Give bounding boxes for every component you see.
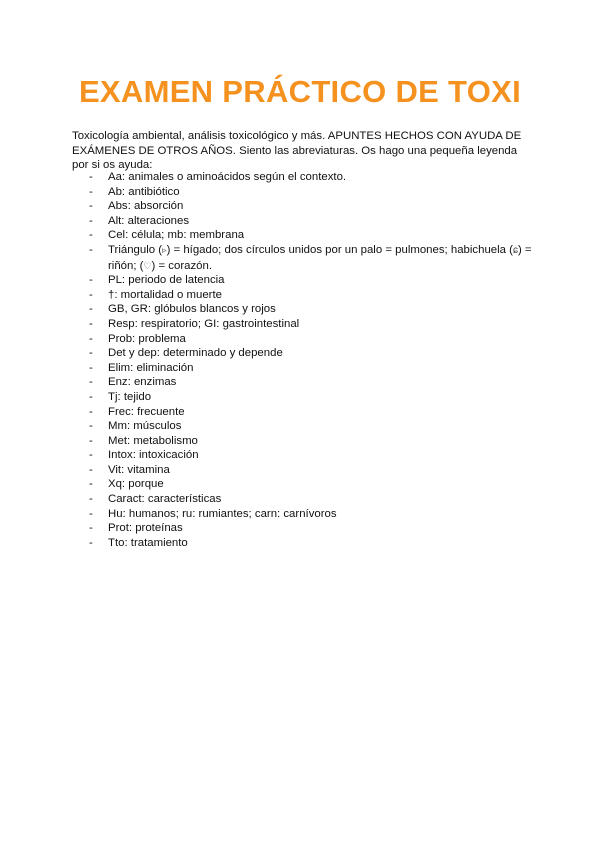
list-item-text: PL: periodo de latencia [108, 274, 225, 287]
list-item-text: Met: metabolismo [108, 434, 198, 447]
list-bullet: - [89, 376, 93, 389]
list-item-text: Resp: respiratorio; GI: gastrointestinal [108, 317, 300, 330]
list-item-text: †: mortalidad o muerte [108, 288, 222, 301]
list-item-text: Prob: problema [108, 332, 186, 345]
list-item [72, 332, 532, 347]
list-bullet: - [89, 536, 93, 549]
list-item-text: Cel: célula; mb: membrana [108, 229, 245, 242]
list-item [72, 419, 532, 434]
list-item-text: Vit: vitamina [108, 463, 170, 476]
list-item-text: Enz: enzimas [108, 376, 177, 389]
list-item-text: Abs: absorción [108, 200, 184, 213]
list-bullet: - [89, 405, 93, 418]
list-bullet: - [89, 390, 93, 403]
intro-paragraph: Toxicología ambiental, análisis toxicológico y más. APUNTES HECHOS CON AYUDA DE EXÁMENES DE OTROS AÑOS. Siento las abreviaturas. Os hago una pequeña leyenda por si os ayuda: [72, 130, 522, 171]
list-bullet: - [89, 274, 93, 287]
list-bullet: - [89, 288, 93, 301]
list-item [72, 273, 532, 288]
list-bullet: - [89, 303, 93, 316]
list-bullet: - [89, 522, 93, 535]
list-item [72, 302, 532, 317]
list-item [72, 228, 532, 243]
list-item [72, 536, 532, 551]
list-item-text-part: Triángulo ( [108, 243, 163, 256]
list-bullet: - [89, 214, 93, 227]
list-bullet: - [89, 171, 93, 183]
list-item-text-part: ) = riñón; ( [108, 243, 532, 272]
list-bullet: - [89, 200, 93, 213]
list-item-text-part: ) = corazón. [151, 259, 212, 272]
list-bullet: - [89, 493, 93, 506]
list-item-text: Tto: tratamiento [108, 536, 188, 549]
list-item [72, 185, 532, 200]
list-bullet: - [89, 361, 93, 374]
list-item-text: Det y dep: determinado y depende [108, 347, 283, 360]
list-bullet: - [89, 347, 93, 360]
list-bullet: - [89, 507, 93, 520]
list-item [72, 214, 532, 229]
list-item-text: GB, GR: glóbulos blancos y rojos [108, 303, 276, 316]
list-item [72, 288, 532, 303]
list-item [72, 361, 532, 376]
heart-icon: ♡ [143, 260, 152, 271]
list-item [72, 390, 532, 405]
list-bullet: - [89, 185, 93, 198]
list-bullet: - [89, 463, 93, 476]
list-item [72, 375, 532, 390]
list-item-text: Alt: alteraciones [108, 214, 190, 227]
list-bullet: - [89, 229, 93, 242]
list-item-text: Xq: porque [108, 478, 164, 491]
list-item [72, 434, 532, 449]
list-item-text: Aa: animales o aminoácidos según el contexto. [108, 171, 347, 183]
list-item-text-part: ) = hígado; dos círculos unidos por un palo = pulmones; habichuela ( [166, 243, 513, 256]
list-item [72, 521, 532, 536]
list-item-text: Ab: antibiótico [108, 185, 180, 198]
list-bullet: - [89, 243, 93, 256]
list-item-text: Elim: eliminación [108, 361, 194, 374]
list-item [72, 317, 532, 332]
list-item [72, 477, 532, 492]
list-item [72, 243, 532, 273]
list-item [72, 507, 532, 522]
list-item [72, 170, 532, 185]
list-item [72, 448, 532, 463]
list-item-text: Frec: frecuente [108, 405, 185, 418]
list-item-text: Prot: proteínas [108, 522, 183, 535]
list-item [72, 199, 532, 214]
list-item [72, 463, 532, 478]
list-item [72, 405, 532, 420]
list-item-text: Caract: características [108, 493, 222, 506]
page-title: EXAMEN PRÁCTICO DE TOXI [78, 74, 522, 109]
list-item-text: Tj: tejido [108, 390, 152, 403]
list-bullet: - [89, 478, 93, 491]
list-bullet: - [89, 317, 93, 330]
abbreviation-legend [72, 170, 532, 550]
list-bullet: - [89, 420, 93, 433]
list-bullet: - [89, 449, 93, 462]
list-bullet: - [89, 434, 93, 447]
list-item-text: Intox: intoxicación [108, 449, 199, 462]
list-bullet: - [89, 332, 93, 345]
liver-triangle-icon: ▹ [162, 244, 167, 255]
list-item-text: Mm: músculos [108, 420, 182, 433]
list-item [72, 346, 532, 361]
list-item-text: Hu: humanos; ru: rumiantes; carn: carnívoros [108, 507, 337, 520]
list-item [72, 492, 532, 507]
kidney-bean-icon: ɕ [512, 244, 518, 256]
